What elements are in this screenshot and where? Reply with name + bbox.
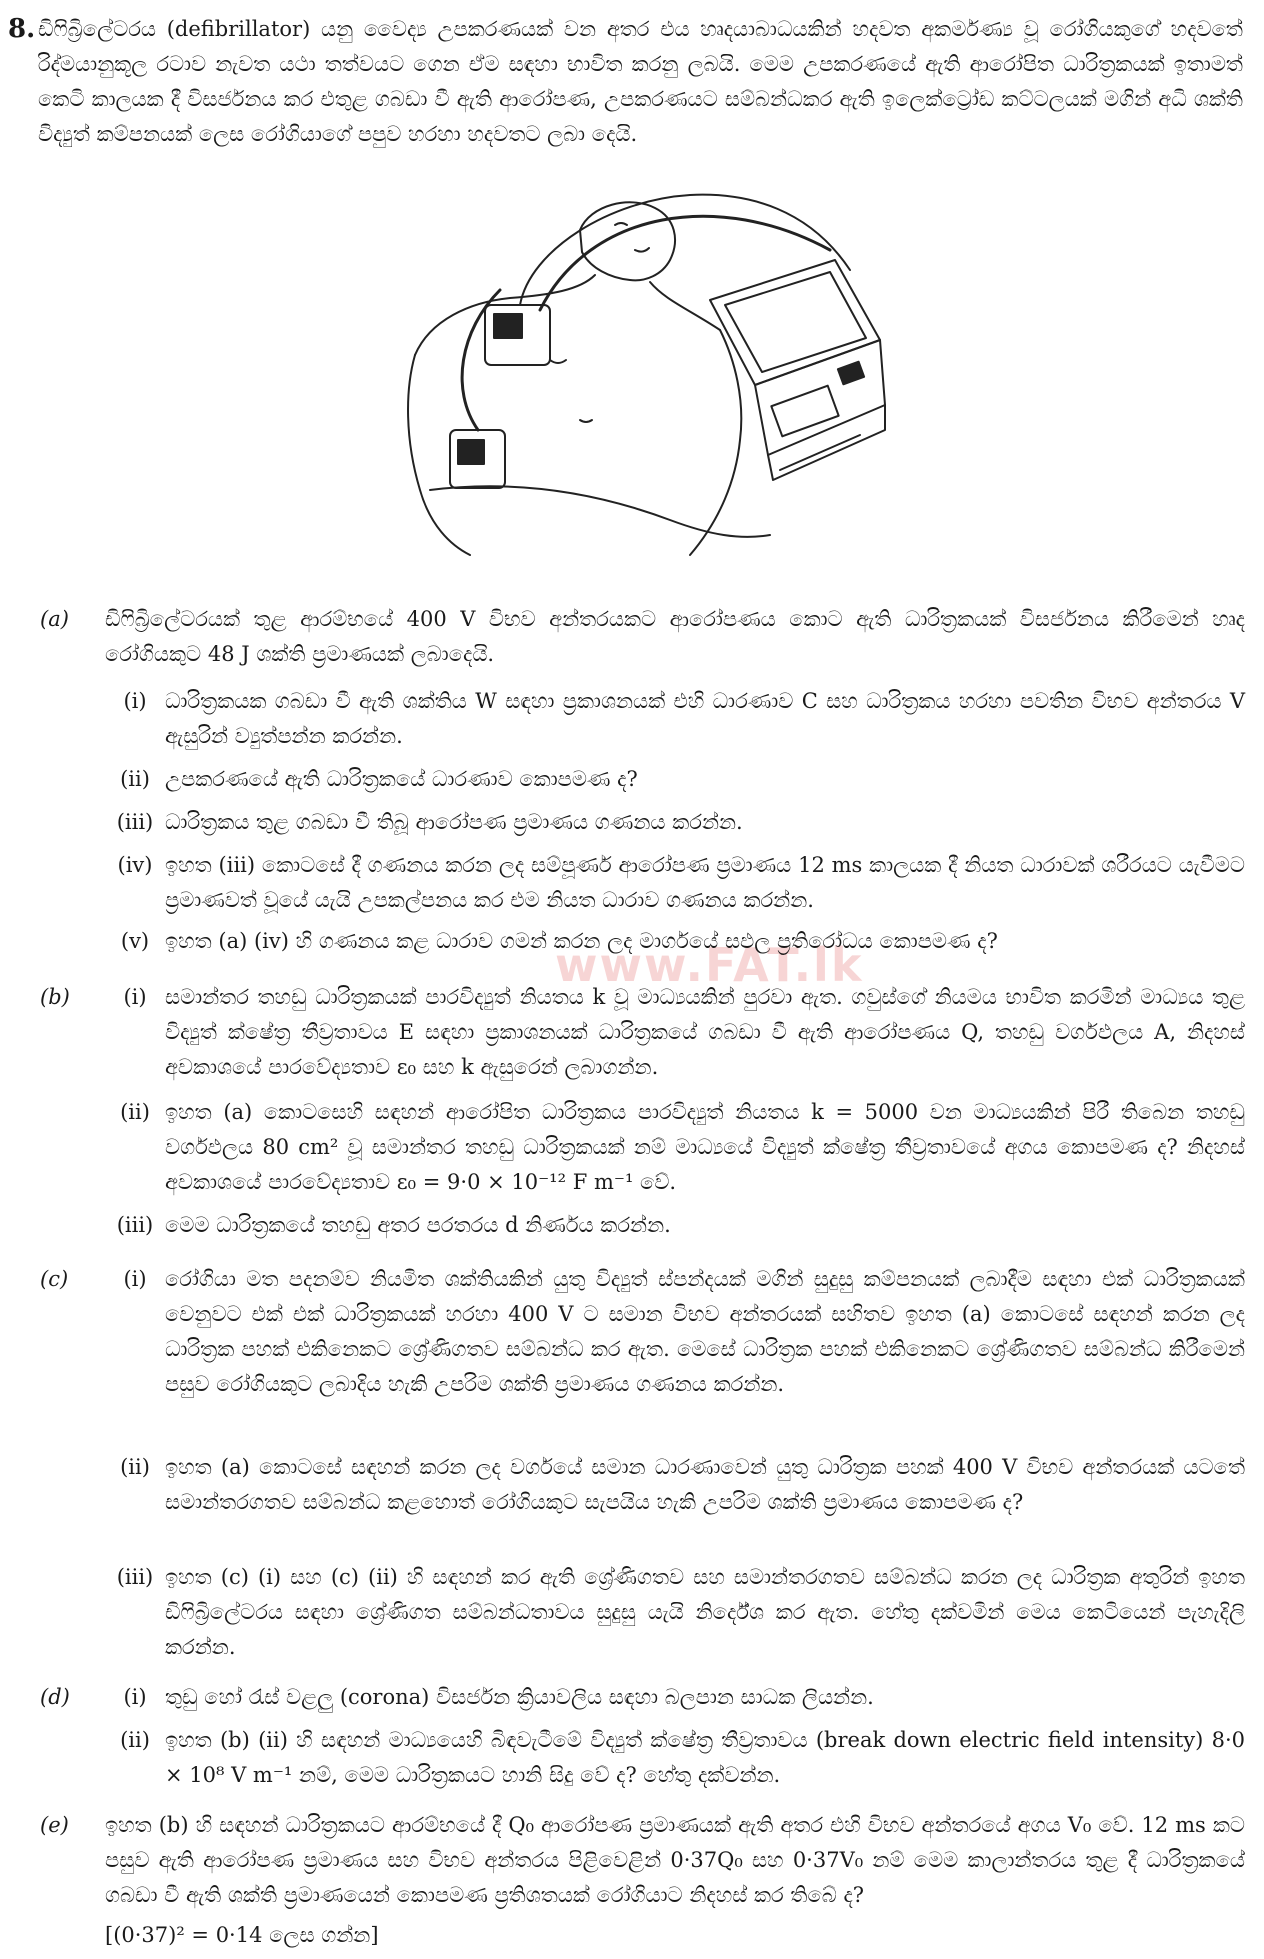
item-label: (ii) bbox=[120, 767, 150, 791]
item-label: (ii) bbox=[120, 1728, 150, 1752]
defibrillator-drawing bbox=[390, 190, 890, 565]
item-label: (i) bbox=[123, 1267, 147, 1291]
item-label: (ii) bbox=[120, 1100, 150, 1124]
device-button bbox=[838, 362, 864, 385]
question-number: 8. bbox=[8, 14, 36, 44]
patient-navel bbox=[580, 420, 592, 422]
item-text: සමාන්තර තහඩු ධාරිත්‍රකයක් පාරවිද්‍යුත් නියතය k වූ මාධ්‍යයකින් පුරවා ඇත. ගවුස්ගේ නියමය භාවිත කරමින් මාධ්‍යය තුළ විද්‍යුත් ක්ෂේත්‍ර තීව්‍රතාවය E සඳහා ප්‍රකාශනයක් ධාරිත්‍රකයේ ගබඩා වී ඇති ආරෝපණය Q, තහඩු වර්ගඵලය A, නිදහස් අවකාශයේ පාරවේද්‍යතාව ε₀ සහ k ඇසුරෙන් ලබාගන්න. bbox=[165, 985, 1245, 1079]
upper-cable-b bbox=[540, 216, 830, 310]
patient-neck-right bbox=[650, 282, 720, 330]
lower-pad-contact bbox=[458, 440, 484, 464]
device-base bbox=[768, 405, 885, 480]
item-label: (iv) bbox=[117, 853, 153, 877]
part-e-hint: [(0·37)² = 0·14 ලෙස ගන්න] bbox=[105, 1923, 379, 1947]
part-d-label: (d) bbox=[40, 1685, 70, 1709]
patient-chest-line bbox=[550, 360, 566, 363]
part-e-text: ඉහත (b) හි සඳහන් ධාරිත්‍රකයට ආරම්භයේ දී Q₀ ආරෝපණ ප්‍රමාණයක් ඇති අතර එහි විභව අන්තරයේ අගය V₀ වේ. 12 ms කට පසුව ඇති ආරෝපණ ප්‍රමාණය සහ විභව අන්තරය පිළිවෙළින් 0·37Q₀ සහ 0·37V₀ නම් මෙම කාලාන්තරය තුළ දී ධාරිත්‍රකයේ ගබඩා වී ඇති ශක්ති ප්‍රමාණයෙන් කොපමණ ප්‍රතිශතයක් රෝගියාට නිදහස් කර තිබේ ද? bbox=[105, 1813, 1245, 1907]
item-text: ධාරිත්‍රකය තුළ ගබඩා වී තිබූ ආරෝපණ ප්‍රමාණය ගණනය කරන්න. bbox=[165, 810, 743, 834]
item-label: (i) bbox=[123, 1685, 147, 1709]
patient-head bbox=[580, 202, 675, 280]
part-a-text: ඩිෆිබ්‍රිලේටරයක් තුළ ආරම්භයේ 400 V විභව අන්තරයකට ආරෝපණය කොට ඇති ධාරිත්‍රකයක් විසර්ජනය කිරීමෙන් හෘද රෝගියකුට 48 J ශක්ති ප්‍රමාණයක් ලබාදෙයි. bbox=[105, 607, 1245, 666]
item-text: තුඩු හෝ රැස් වළලු (corona) විසර්ජන ක්‍රියාවලිය සඳහා බලපාන සාධක ලියන්න. bbox=[165, 1685, 874, 1709]
item-text: ඉහත (b) (ii) හි සඳහන් මාධ්‍යයෙහි බිඳවැටීමේ විද්‍යුත් ක්ෂේත්‍ර තීව්‍රතාවය (break down electric field intensity) 8·0 × 10⁸ V m⁻¹ නම්, මෙම ධාරිත්‍රකයට හානි සිදු වේ ද? හේතු දක්වන්න. bbox=[165, 1728, 1245, 1787]
device-base-line bbox=[780, 435, 860, 470]
item-text: ඉහත (a) කොටසෙහි සඳහන් ආරෝපිත ධාරිත්‍රකය පාරවිද්‍යුත් නියතය k = 5000 වන මාධ්‍යයකින් පිරී තිබෙන තහඩු වර්ගඵලය 80 cm² වූ සමාන්තර තහඩු ධාරිත්‍රකයක් නම් මාධ්‍යයේ විද්‍යුත් ක්ෂේත්‍ර තීව්‍රතාවයේ අගය කොපමණ ද? නිදහස් අවකාශයේ පාරවේද්‍යතාව ε₀ = 9·0 × 10⁻¹² F m⁻¹ වේ. bbox=[165, 1100, 1245, 1194]
device-lid-inner bbox=[725, 272, 866, 372]
item-text: ඉහත (a) කොටසේ සඳහන් කරන ලද වර්ගයේ සමාන ධාරණාවෙන් යුතු ධාරිත්‍රක පහක් 400 V විභව අන්තරයක් යටතේ සමාන්තරගතව සම්බන්ධ කළහොත් රෝගියකුට සැපයිය හැකි උපරිම ශක්ති ප්‍රමාණය කොපමණ ද? bbox=[165, 1455, 1245, 1514]
item-text: මෙම ධාරිත්‍රකයේ තහඩු අතර පරතරය d නිර්ණය කරන්න. bbox=[165, 1213, 671, 1237]
item-text: ධාරිත්‍රකයක ගබඩා වී ඇති ශක්තිය W සඳහා ප්‍රකාශනයක් එහි ධාරණාව C සහ ධාරිත්‍රකය හරහා පවතින විභව අන්තරය V ඇසුරින් ව්‍යුත්පන්න කරන්න. bbox=[165, 689, 1245, 748]
item-label: (v) bbox=[120, 929, 150, 953]
upper-pad-contact bbox=[494, 314, 522, 338]
question-intro: ඩිෆිබ්‍රිලේටරය (defibrillator) යනු වෛද්‍ය උපකරණයක් වන අතර එය හෘදයාබාධයකින් හදවත අකර්මණ්‍ය වූ රෝගියකුගේ හදවතේ රිද්මයානුකූල රටාව නැවත යථා තත්වයට ගෙන ඒම සඳහා භාවිත කරනු ලබයි. මෙම උපකරණයේ ඇති ආරෝපිත ධාරිත්‍රකයක් ඉතාමත් කෙටි කාලයක දී විසර්ජනය කර එතුළ ගබඩා වී ඇති ආරෝපණ, උපකරණයට සම්බන්ධකර ඇති ඉලෙක්ට්‍රෝඩ කට්ටලයක් මගින් අධි ශක්ති විද්‍යුත් කම්පනයක් ලෙස රෝගියාගේ පපුව හරහා හදවතට ලබා දෙයි. bbox=[38, 17, 1243, 146]
patient-eye bbox=[615, 223, 627, 225]
item-label: (iii) bbox=[116, 1213, 154, 1237]
watermark: www.FAT.lk bbox=[555, 938, 864, 992]
item-text: ඉහත (iii) කොටසේ දී ගණනය කරන ලද සම්පූර්ණ ආරෝපණ ප්‍රමාණය 12 ms කාලයක දී නියත ධාරාවක් ශරීරයට යැවීමට ප්‍රමාණවත් වූයේ යැයි උපකල්පනය කර එම නියත ධාරාව ගණනය කරන්න. bbox=[165, 853, 1245, 912]
item-label: (ii) bbox=[120, 1455, 150, 1479]
item-label: (i) bbox=[123, 689, 147, 713]
item-text: ඉහත (c) (i) සහ (c) (ii) හි සඳහන් කර ඇති ශ්‍රේණිගතව සහ සමාන්තරගතව සම්බන්ධ කරන ලද ධාරිත්‍රක අතුරින් ඉහත ඩිෆිබ්‍රිලේටරය සඳහා ශ්‍රේණිගත සම්බන්ධතාවය සුදුසු යැයි නිර්දේශ කර ඇත. හේතු දක්වමින් මෙය කෙටියෙන් පැහැදිලි කරන්න. bbox=[165, 1565, 1245, 1659]
item-text: උපකරණයේ ඇති ධාරිත්‍රකයේ ධාරණාව කොපමණ ද? bbox=[165, 767, 638, 791]
item-text: රෝගියා මත පදනම්ව නියමිත ශක්තියකින් යුතු විද්‍යුත් ස්පන්දයක් මගින් සුදුසු කම්පනයක් ලබාදීම සඳහා එක් ධාරිත්‍රකයක් වෙනුවට එක් එක් ධාරිත්‍රකයක් හරහා 400 V ට සමාන විභව අන්තරයක් සහිතව ඉහත (a) කොටසේ සඳහන් කරන ලද ධාරිත්‍රක පහක් එකිනෙකට ශ්‍රේණිගතව සම්බන්ධ කර ඇත. මෙසේ ධාරිත්‍රක පහක් එකිනෙකට ශ්‍රේණිගතව සම්බන්ධ කිරීමෙන් පසුව රෝගියකුට ලබාදිය හැකි උපරිම ශක්ති ප්‍රමාණය ගණනය කරන්න. bbox=[165, 1267, 1245, 1396]
item-label: (iii) bbox=[116, 1565, 154, 1589]
part-a-label: (a) bbox=[40, 607, 69, 631]
part-b-label: (b) bbox=[40, 985, 70, 1009]
item-label: (iii) bbox=[116, 810, 154, 834]
item-label: (i) bbox=[123, 985, 147, 1009]
part-e-label: (e) bbox=[40, 1813, 69, 1837]
patient-torso-right bbox=[690, 330, 741, 555]
defibrillator-illustration bbox=[390, 190, 890, 565]
item-text: ඉහත (a) (iv) හි ගණනය කළ ධාරාව ගමන් කරන ලද මාර්ගයේ සඵල ප්‍රතිරෝධය කොපමණ ද? bbox=[165, 929, 998, 953]
lower-cable-a bbox=[462, 290, 500, 430]
patient-mouth bbox=[635, 248, 649, 252]
part-c-label: (c) bbox=[40, 1267, 69, 1291]
